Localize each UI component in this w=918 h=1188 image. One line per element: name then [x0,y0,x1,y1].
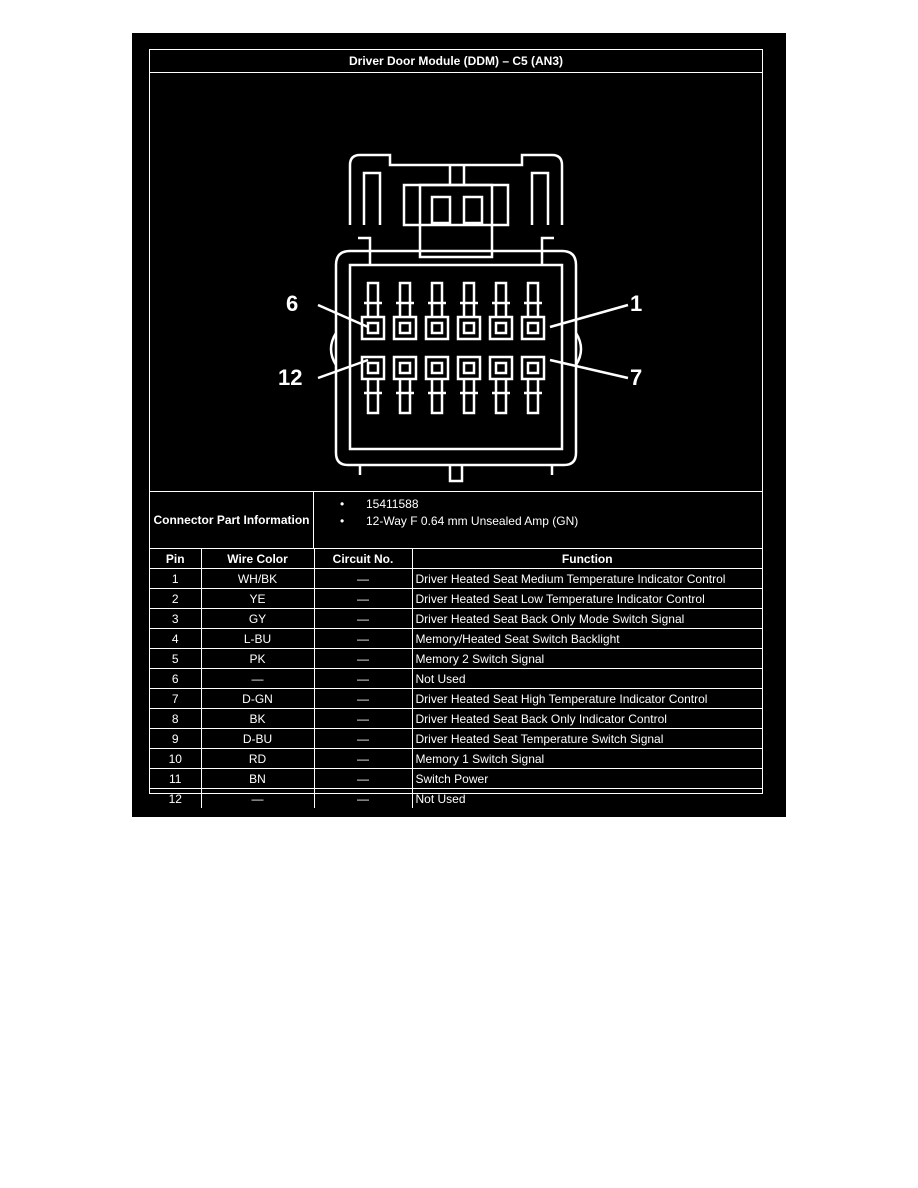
connector-description: • 12-Way F 0.64 mm Unsealed Amp (GN) [340,513,578,530]
function-cell: Memory/Heated Seat Switch Backlight [412,629,762,649]
pin-cavity-8 [490,357,512,413]
table-row [150,649,762,669]
pin-cell: 12 [150,789,201,809]
pin-label-1: 1 [630,291,643,316]
header-function: Function [412,549,762,569]
circuit-cell: — [314,749,412,769]
pinout-header-row [150,549,762,569]
connector-part-number: • 15411588 [340,496,578,513]
table-row [150,769,762,789]
function-cell: Switch Power [412,769,762,789]
pin-label-7: 7 [630,365,643,390]
circuit-cell: — [314,589,412,609]
connector-diagram [150,73,762,491]
pin-cell: 7 [150,689,201,709]
pin-cavity-10 [426,357,448,413]
table-row [150,609,762,629]
table-row [150,689,762,709]
pin-cell: 4 [150,629,201,649]
table-row [150,589,762,609]
connector-part-list [340,496,578,530]
pin-cavity-5 [394,283,416,339]
circuit-cell: — [314,689,412,709]
wire-color-cell: — [201,669,314,689]
header-pin: Pin [150,549,201,569]
table-row [150,669,762,689]
function-cell: Memory 1 Switch Signal [412,749,762,769]
pin-cell: 3 [150,609,201,629]
pin-cavity-2 [490,283,512,339]
table-row [150,749,762,769]
wire-color-cell: L-BU [201,629,314,649]
pin-cell: 1 [150,569,201,589]
wire-color-cell: RD [201,749,314,769]
connector-part-information [150,491,762,549]
pin-label-12: 12 [278,365,303,390]
function-cell: Not Used [412,789,762,809]
pin-cavity-11 [394,357,416,413]
wire-color-cell: GY [201,609,314,629]
table-row [150,569,762,589]
table-row [150,789,762,809]
pin-cell: 10 [150,749,201,769]
page-title: Driver Door Module (DDM) – C5 (AN3) [150,50,762,73]
function-cell: Driver Heated Seat Back Only Mode Switch Signal [412,609,762,629]
pin-cell: 8 [150,709,201,729]
circuit-cell: — [314,629,412,649]
connector-face-drawing [150,73,762,491]
pin-cavity-12 [362,357,384,413]
circuit-cell: — [314,729,412,749]
pin-cell: 2 [150,589,201,609]
connector-part-information-label: Connector Part Information [150,492,314,548]
function-cell: Driver Heated Seat Temperature Switch Signal [412,729,762,749]
circuit-cell: — [314,769,412,789]
header-circuit-no: Circuit No. [314,549,412,569]
pin-cavity-4 [426,283,448,339]
wire-color-cell: BK [201,709,314,729]
header-wire-color: Wire Color [201,549,314,569]
wire-color-cell: D-BU [201,729,314,749]
pin-cell: 5 [150,649,201,669]
wire-color-cell: BN [201,769,314,789]
wire-color-cell: — [201,789,314,809]
function-cell: Not Used [412,669,762,689]
function-cell: Driver Heated Seat Medium Temperature Indicator Control [412,569,762,589]
table-row [150,729,762,749]
pin-cavity-1 [522,283,544,339]
pin-cell: 11 [150,769,201,789]
function-cell: Driver Heated Seat High Temperature Indicator Control [412,689,762,709]
table-row [150,629,762,649]
pin-cell: 6 [150,669,201,689]
pin-cavity-6 [362,283,384,339]
connector-frame [149,49,763,806]
pinout-table [150,549,762,808]
pin-label-6: 6 [286,291,299,316]
wire-color-cell: YE [201,589,314,609]
table-row [150,709,762,729]
pin-cavity-9 [458,357,480,413]
wire-color-cell: D-GN [201,689,314,709]
function-cell: Driver Heated Seat Low Temperature Indicator Control [412,589,762,609]
circuit-cell: — [314,789,412,809]
pin-cavity-7 [522,357,544,413]
pin-cavity-3 [458,283,480,339]
wire-color-cell: WH/BK [201,569,314,589]
circuit-cell: — [314,609,412,629]
wire-color-cell: PK [201,649,314,669]
circuit-cell: — [314,649,412,669]
connector-panel [132,33,786,817]
pin-cell: 9 [150,729,201,749]
circuit-cell: — [314,569,412,589]
function-cell: Memory 2 Switch Signal [412,649,762,669]
circuit-cell: — [314,669,412,689]
circuit-cell: — [314,709,412,729]
function-cell: Driver Heated Seat Back Only Indicator Control [412,709,762,729]
